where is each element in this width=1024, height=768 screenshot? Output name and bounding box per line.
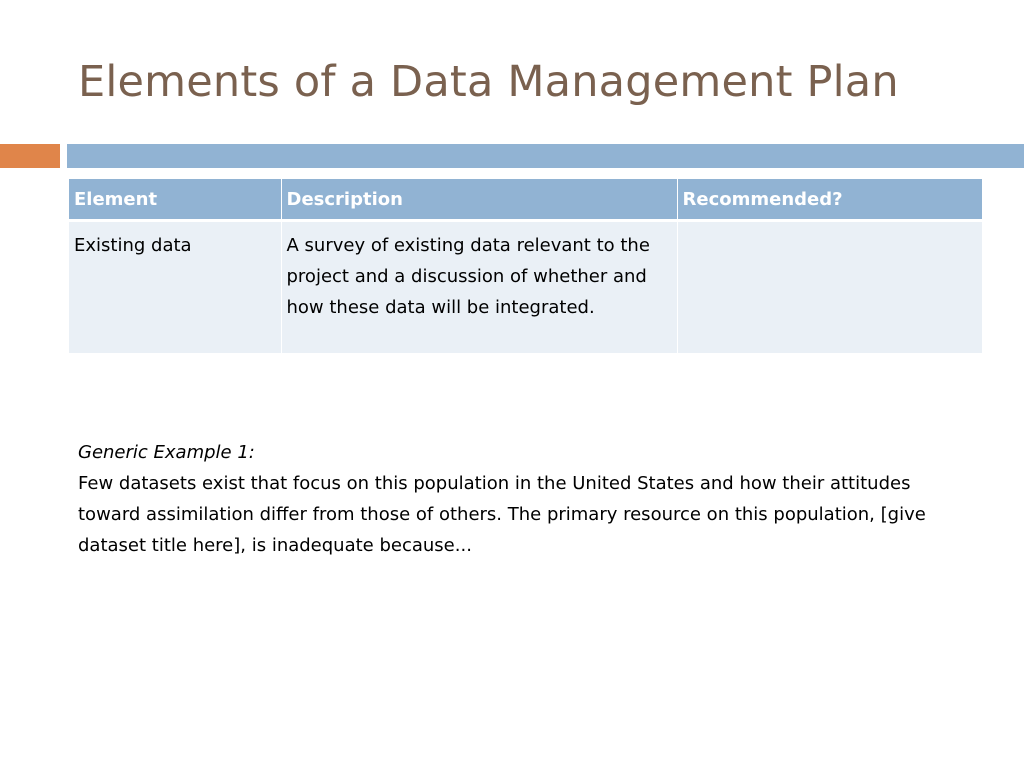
column-header-element: Element (69, 179, 281, 221)
accent-bar-blue (67, 144, 1024, 168)
example-block (78, 437, 978, 561)
accent-bar-orange (0, 144, 60, 168)
slide-title: Elements of a Data Management Plan (78, 57, 899, 107)
cell-element: Existing data (69, 221, 281, 354)
table-row (69, 221, 982, 354)
cell-recommended (677, 221, 982, 354)
table-header-row (69, 179, 982, 221)
column-header-recommended: Recommended? (677, 179, 982, 221)
column-header-description: Description (281, 179, 677, 221)
example-text: Few datasets exist that focus on this population in the United States and how their attitudes toward assimilation differ from those of others. The primary resource on this population, [give dataset title here], is inadequate because... (78, 473, 926, 556)
dmp-elements-table (69, 179, 982, 353)
example-label: Generic Example 1: (78, 442, 255, 463)
cell-description: A survey of existing data relevant to the project and a discussion of whether and how these data will be integrated. (281, 221, 677, 354)
